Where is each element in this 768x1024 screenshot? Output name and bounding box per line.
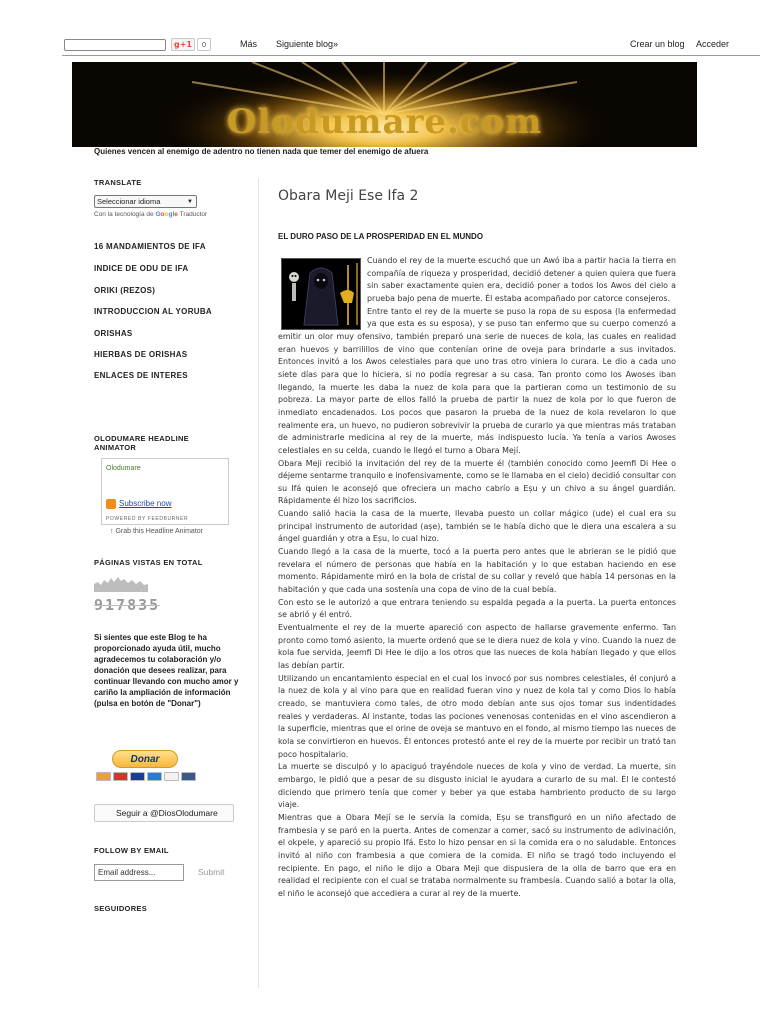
email-submit-button[interactable]: Submit xyxy=(198,867,225,877)
subscribe-now-link[interactable] xyxy=(106,499,171,509)
post-paragraph: La muerte se disculpó y lo apaciguó trayéndole nueces de kola y vino de verdad. La muerte, sin embargo, le pidió que a pesar de su disgusto inicial le ayudara a curarlo de su mal. Él le contestó diciendo que primero tenía que comer y beber ya que estaba hambriento producto de su largo viaje. xyxy=(278,762,676,810)
sidebar-link-yoruba[interactable]: INTRODUCCION AL YORUBA xyxy=(94,307,213,316)
sidebar-link-mandamientos[interactable]: 16 MANDAMIENTOS DE IFA xyxy=(94,242,206,251)
login-link[interactable]: Acceder xyxy=(696,39,730,49)
feedburner-attribution: POWERED BY FEEDBURNER xyxy=(106,516,189,522)
pageviews-heading: PÁGINAS VISTAS EN TOTAL xyxy=(94,558,203,567)
google-logo-icon: Google xyxy=(155,211,178,218)
headline-animator-heading: OLODUMARE HEADLINE ANIMATOR xyxy=(94,434,189,452)
powered-suffix: Traductor xyxy=(179,211,208,218)
sidebar-link-orishas[interactable]: ORISHAS xyxy=(94,329,133,338)
sidebar-link-indice-odu[interactable]: INDICE DE ODU DE IFA xyxy=(94,264,189,273)
google-translate-attribution xyxy=(94,211,207,218)
discover-card-icon xyxy=(96,772,111,781)
post-body xyxy=(278,255,676,900)
grab-animator-link[interactable]: ↑ Grab this Headline Animator xyxy=(110,528,203,535)
navbar-divider xyxy=(62,55,760,56)
create-blog-link[interactable]: Crear un blog xyxy=(630,39,685,49)
pageviews-sparkline xyxy=(94,572,148,592)
post-paragraph: Obara Meji recibió la invitación del rey de la muerte él (también conocido como Jeemfi Di Hee o déjeme sentarme tranquilo e inofensivamente, como se le llamaba en el cielo) decidió consultar con su Ifá quien le aconsejó que ofreciera un macho cabrío a Eșu y un chivo a su ángel guardián. Rápidamente él hizo los sacrificios. xyxy=(278,458,676,506)
post-paragraph: Cuando llegó a la casa de la muerte, tocó a la puerta pero antes que le abrieran se le pidió que revelara el número de personas que había en la habitación y lo que estaban haciendo en ese momento. Rápidamente miró en la bola de cristal de su collar y reveló que había 14 personas en la habitación y que cada una sostenía una copa de vino de la cual bebía. xyxy=(278,547,676,595)
paypal-donate-button[interactable]: Donar xyxy=(112,750,178,768)
post-paragraph: Cuando salió hacia la casa de la muerte, llevaba puesto un collar mágico (ude) el cual era su principal instrumento de autoridad (așe), también se le había dicho que le diera una escalera a su ángel guardián y otra a Eșu, lo cual hizo. xyxy=(278,509,676,544)
navbar-search-input[interactable] xyxy=(64,39,166,51)
feed-title: Olodumare xyxy=(106,465,141,472)
post-subtitle: EL DURO PASO DE LA PROSPERIDAD EN EL MUNDO xyxy=(278,232,484,241)
post-paragraph: Eventualmente el rey de la muerte apareció con aspecto de hallarse gravemente enfermo. Tan pronto como tomó asiento, la muerte ordenó que se le diera nuez de kola y vino. Cuando la nuez de kola fue servida, Jeemfi Di Hee le dijo a los otros que las nueces de kola habían llegado y que ellos las debían partir. xyxy=(278,623,676,670)
donation-message: Si sientes que este Blog te ha proporcionado ayuda útil, mucho agradecemos tu colaboración y/o donación que desees realizar, para continuar llevando con mucho amor y cariño la ampliación de información (pulsa en botón de "Donar") xyxy=(94,633,239,708)
email-input[interactable]: Email address... xyxy=(94,864,184,881)
post-title[interactable]: Obara Meji Ese Ifa 2 xyxy=(278,188,419,204)
mas-link[interactable]: Más xyxy=(240,39,258,49)
post-paragraph: Entre tanto el rey de la muerte se puso la ropa de su esposa (la enfermedad ya que esta es su esposa), y se puso tan enfermo que su cuerpo comenzó a emitir un olor muy ofensivo, también preparó una serie de nueces de kola, las cuales en realidad eran huevos y barrilillos de vino que contenían orine de oveja para brindarle a sus invitados. Entonces invitó a los Awos celestiales para que uno tras otro viniera lo curara. Le dio a cada uno siete días para que lo hiciera, si no podía regresar a su casa. Tan pronto como los Awoses iban llegando, la muerte les daba la nuez de kola para que la partieran como un testimonio de su pobreza. La mayor parte de ellos falló la prueba de partir la nuez de kola por lo que fueron de inmediato encadenados. Los pocos que pasaron la prueba de la nuez de kola revelaron lo que realmente era, un huevo, no pudieron sobrevivir la prueba de curarlo ya que mientras más trataban de administrarle medicina al rey de la muerte, más indispuesto lucía. Ya tenía a varios Awoses celestiales en su celda, cuando le llegó el turno a Obara Mejí. xyxy=(278,306,676,455)
post-paragraph: Mientras que a Obara Mejí se le servía la comida, Eșu se transfiguró en un niño afectado de frambesia y se paró en la puerta. Antes de comenzar a comer, sacó su instrumento de adivinación, el okpele, y apareció su propio Ifá. Esto lo hizo pensar en si la comida era o no saludable. Entonces invitó al niño con frambesia a que comiera de la comida. El niño se tragó todo incluyendo el recipiente. En pago, el niño le dijo a Obara Meji que dispusiera de la olla de barro que era en realidad el recipiente con el cual se trataba normalmente su frambesía. Cuando salió a botar la olla, el niño le aconsejó que accediera a curar al rey de la muerte. xyxy=(278,812,676,898)
pageviews-counter: 917835 xyxy=(94,596,161,614)
subscribe-label: Subscribe now xyxy=(119,499,172,509)
visa-card-icon xyxy=(130,772,145,781)
blogger-navbar xyxy=(0,0,768,56)
post-paragraph: Utilizando un encantamiento especial en el cual los invocó por sus nombres celestiales, él conjuró a la nuez de kola y al vino para que en realidad fueran vino y nuez de kola tal y como Dios lo había creado, se mantuviera como tales, de otro modo debían ante sus ojos tomar sus indentidades reales y verdaderas. Al instante, todas las pociones venenosas contenidas en el vino ascendieron a la superficie, mientras que el orine de oveja se mantuvo en el fondo, al mismo tiempo las nueces de kola se convirtieron en huevos. Él entonces protestó ante el rey de la muerte por recibir un trató tan poco hospitalario. xyxy=(278,673,676,759)
site-tagline: Quienes vencen al enemigo de adentro no tienen nada que temer del enemigo de afuera xyxy=(94,147,429,156)
rss-icon xyxy=(106,499,116,509)
google-plus-count: 0 xyxy=(197,38,211,51)
echeck-card-icon xyxy=(181,772,196,781)
google-plus-one-button[interactable]: g+1 xyxy=(171,38,195,51)
next-blog-link[interactable]: Siguiente blog» xyxy=(276,39,339,49)
sidebar-link-oriki[interactable]: ORIKI (REZOS) xyxy=(94,286,156,295)
post-paragraph: Con esto se le autorizó a que entrara teniendo su espalda pegada a la puerta. La puerta entonces se abrió y él entró. xyxy=(278,597,676,620)
language-select[interactable] xyxy=(94,195,197,208)
mastercard-icon xyxy=(113,772,128,781)
bank-card-icon xyxy=(164,772,179,781)
column-divider xyxy=(258,178,259,988)
dropdown-arrow-icon: ▼ xyxy=(187,199,193,205)
post-paragraph: Cuando el rey de la muerte escuchó que un Awó iba a partir hacia la tierra en compañía de riqueza y prosperidad, decidió detener a quien quiera que fuera sin saber exactamente quien era, decidió poner a todos los Awos del cielo a prueba bajo pena de muerte. Él estaba acompañado por catorce consejeros. xyxy=(367,256,676,303)
amex-card-icon xyxy=(147,772,162,781)
follow-email-heading: FOLLOW BY EMAIL xyxy=(94,846,169,855)
header-banner[interactable] xyxy=(72,62,697,147)
powered-prefix: Con la tecnología de xyxy=(94,211,154,218)
translate-heading: TRANSLATE xyxy=(94,178,142,187)
feedburner-widget[interactable] xyxy=(101,458,229,525)
followers-heading: SEGUIDORES xyxy=(94,904,148,913)
sidebar-link-enlaces[interactable]: ENLACES DE INTERES xyxy=(94,371,188,380)
sidebar-link-hierbas[interactable]: HIERBAS DE ORISHAS xyxy=(94,350,188,359)
twitter-follow-button[interactable]: Seguir a @DiosOlodumare xyxy=(94,804,234,822)
language-select-value: Seleccionar idioma xyxy=(97,197,161,206)
image-float-spacer xyxy=(278,255,367,324)
site-logo: Olodumare.com xyxy=(226,102,543,142)
